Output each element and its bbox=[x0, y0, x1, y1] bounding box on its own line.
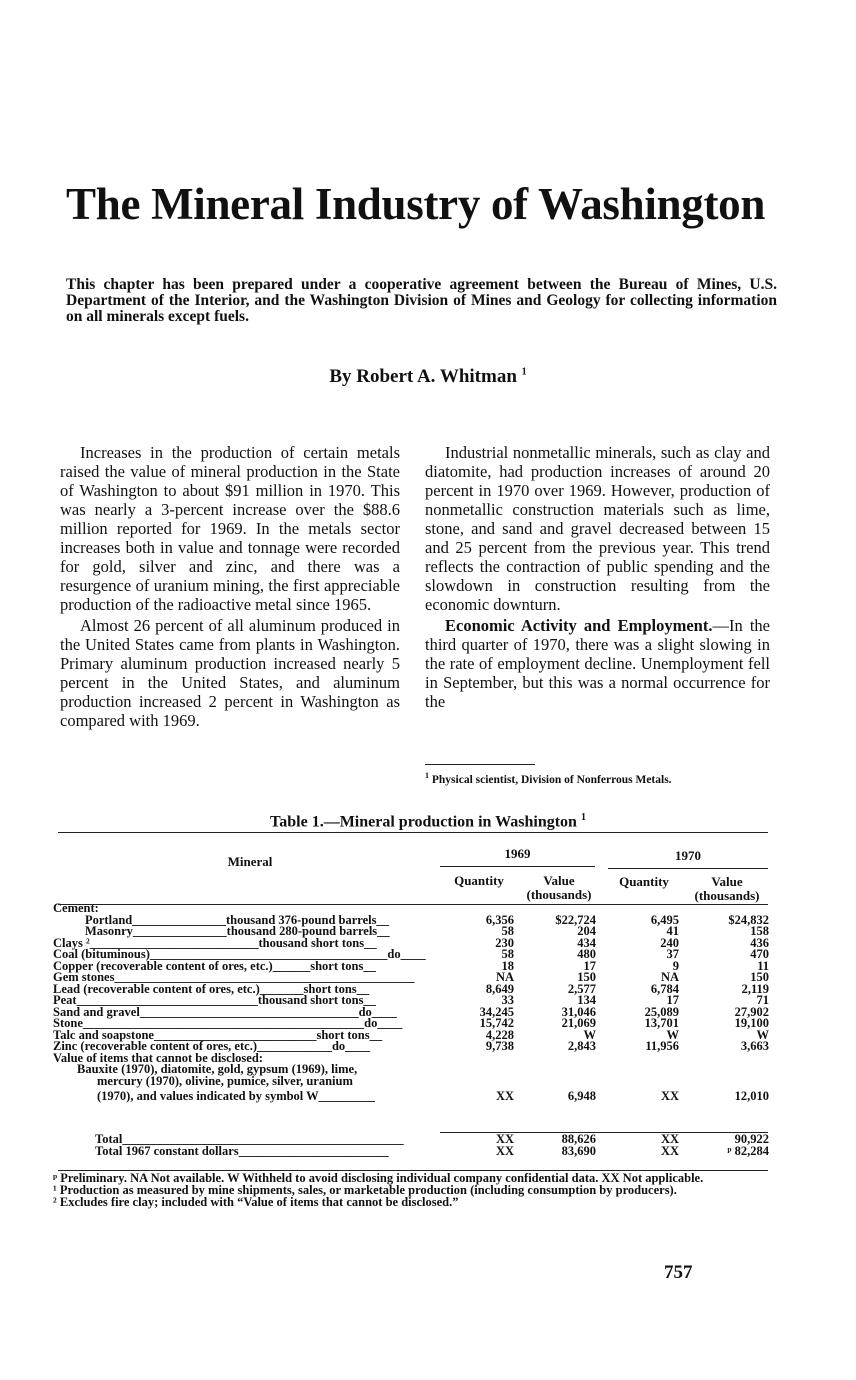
row-label: Copper (recoverable content of ores, etc.)______short tons__ bbox=[53, 958, 376, 973]
cell-v70: W bbox=[756, 1027, 769, 1042]
cell-v69: $22,724 bbox=[555, 912, 596, 927]
left-column bbox=[60, 443, 400, 730]
header-value-unit: (thousands) bbox=[526, 887, 592, 902]
cell-v70: 27,902 bbox=[734, 1004, 769, 1019]
table-title bbox=[0, 812, 856, 831]
row-label: Portland_______________thousand 376-pound barrels__ bbox=[85, 912, 389, 927]
cell-v70: 11 bbox=[757, 958, 769, 973]
footnote-text: Physical scientist, Division of Nonferrous Metals. bbox=[431, 773, 672, 786]
paragraph: Almost 26 percent of all aluminum produced in the United States came from plants in Washington. Primary aluminum production increased nearly 5 percent in the United States, and aluminum production increased 2 percent in Washington as compared with 1969. bbox=[60, 616, 400, 730]
cell-q69: 6,356 bbox=[485, 912, 514, 927]
table-notes bbox=[53, 1172, 769, 1208]
footnote-marker: 1 bbox=[521, 366, 527, 378]
cell-v69: 2,843 bbox=[567, 1039, 596, 1053]
cell-q69: 33 bbox=[501, 993, 514, 1007]
right-column bbox=[425, 443, 770, 711]
cell-v70: 90,922 bbox=[734, 1132, 769, 1146]
footnote bbox=[425, 769, 770, 787]
cell-q70: XX bbox=[660, 1132, 679, 1146]
cell-v69: 6,948 bbox=[567, 1089, 596, 1103]
totals-block bbox=[53, 1134, 769, 1157]
cell-q69: 4,228 bbox=[485, 1027, 514, 1042]
cell-q69: 8,649 bbox=[485, 981, 514, 996]
cell-v70: 150 bbox=[750, 970, 769, 984]
cell-v69: 434 bbox=[577, 935, 596, 950]
cell-v69: 21,069 bbox=[561, 1016, 596, 1030]
row-label: Bauxite (1970), diatomite, gold, gypsum (1969), lime, bbox=[77, 1062, 358, 1076]
cell-q70: 25,089 bbox=[644, 1004, 679, 1019]
row-label: Total 1967 constant dollars________________________ bbox=[95, 1143, 389, 1158]
cell-v69: 134 bbox=[577, 993, 596, 1007]
cell-q70: 41 bbox=[666, 924, 679, 938]
cell-v69: 88,626 bbox=[561, 1132, 596, 1146]
cell-v70: 19,100 bbox=[734, 1016, 769, 1030]
row-label: Cement: bbox=[53, 901, 99, 915]
chapter-title: The Mineral Industry of Washington bbox=[66, 179, 766, 229]
cell-v69: W bbox=[583, 1027, 596, 1042]
chapter-intro: This chapter has been prepared under a cooperative agreement between the Bureau of Mines, U.S. Department of the Interior, and the Washington Division of Mines and Geology for collecting information on all minerals except fuels. bbox=[66, 276, 777, 325]
header-value-1970 bbox=[685, 875, 769, 903]
header-quantity-1970: Quantity bbox=[619, 874, 669, 889]
page-number: 757 bbox=[664, 1262, 693, 1283]
row-label: mercury (1970), olivine, pumice, silver, uranium bbox=[97, 1073, 353, 1088]
cell-v70: $24,832 bbox=[728, 912, 769, 927]
total-row bbox=[53, 1143, 769, 1158]
cell-v69: 2,577 bbox=[567, 981, 596, 996]
footnote-marker: 1 bbox=[425, 771, 429, 780]
cell-v69: 204 bbox=[577, 924, 596, 938]
cell-v70: ᵖ 82,284 bbox=[727, 1143, 769, 1158]
table-row bbox=[53, 1091, 769, 1103]
table-note: ᵖ Preliminary. NA Not available. W Withheld to avoid disclosing individual company confidential data. XX Not applicable. bbox=[53, 1171, 704, 1185]
header-value-label: Value bbox=[543, 873, 575, 888]
cell-q69: 9,738 bbox=[485, 1039, 514, 1053]
cell-q70: NA bbox=[660, 970, 679, 984]
header-year-1969: 1969 bbox=[504, 846, 531, 861]
row-label: Gem stones________________________________________________ bbox=[53, 970, 415, 984]
paragraph: Industrial nonmetallic minerals, such as clay and diatomite, had production increases of around 20 percent in 1970 over 1969. However, production of nonmetallic construction materials such as lime, stone, and sand and gravel decreased between 15 and 25 percent from the previous year. This trend reflects the contraction of public spending and the slowdown in construction resulting from the economic downturn. bbox=[425, 443, 770, 614]
row-label: Sand and gravel___________________________________do____ bbox=[53, 1004, 397, 1019]
cell-v69: 83,690 bbox=[561, 1143, 596, 1158]
cell-q70: 37 bbox=[666, 947, 679, 961]
cell-q70: W bbox=[666, 1027, 679, 1042]
cell-q70: 9 bbox=[672, 958, 679, 973]
row-label: (1970), and values indicated by symbol W_________ bbox=[97, 1089, 375, 1103]
table-top-rule bbox=[58, 832, 768, 833]
header-value-unit: (thousands) bbox=[694, 888, 760, 903]
table-title-text: Table 1.—Mineral production in Washington bbox=[270, 813, 577, 831]
cell-v69: 17 bbox=[583, 958, 596, 973]
cell-v70: 71 bbox=[756, 993, 769, 1007]
cell-v70: 436 bbox=[750, 935, 769, 950]
section-heading: Economic Activity and Employment. bbox=[445, 616, 713, 635]
cell-q70: XX bbox=[660, 1089, 679, 1103]
footnote-rule bbox=[425, 764, 535, 765]
mineral-table bbox=[53, 903, 769, 1103]
row-label: Value of items that cannot be disclosed: bbox=[53, 1050, 263, 1065]
paragraph bbox=[425, 616, 770, 711]
cell-q69: NA bbox=[495, 970, 514, 984]
table-note: ² Excludes fire clay; included with “Value of items that cannot be disclosed.” bbox=[53, 1195, 459, 1209]
row-label: Masonry_______________thousand 280-pound barrels__ bbox=[85, 924, 390, 938]
header-year-1970: 1970 bbox=[675, 848, 701, 863]
author-name: By Robert A. Whitman bbox=[329, 366, 517, 387]
row-label: Peat_____________________________thousand short tons__ bbox=[53, 993, 376, 1007]
row-label: Total_____________________________________________ bbox=[95, 1132, 404, 1146]
row-label: Coal (bituminous)______________________________________do____ bbox=[53, 947, 426, 961]
cell-v70: 2,119 bbox=[741, 981, 769, 996]
header-quantity-1969: Quantity bbox=[454, 873, 504, 888]
byline bbox=[0, 366, 856, 388]
cell-v69: 31,046 bbox=[561, 1004, 596, 1019]
cell-q69: 58 bbox=[501, 947, 514, 961]
table-note: ¹ Production as measured by mine shipments, sales, or marketable production (including consumption by producers). bbox=[53, 1183, 677, 1197]
cell-q70: 13,701 bbox=[644, 1016, 679, 1030]
header-mineral: Mineral bbox=[227, 854, 273, 869]
total-rule bbox=[440, 1132, 768, 1133]
cell-q69: 18 bbox=[501, 958, 514, 973]
cell-q70: 17 bbox=[666, 993, 679, 1007]
header-span-rule bbox=[440, 866, 595, 867]
cell-q70: 6,495 bbox=[650, 912, 679, 927]
row-label: Stone_____________________________________________do____ bbox=[53, 1016, 403, 1030]
row-label: Talc and soapstone__________________________short tons__ bbox=[53, 1027, 383, 1042]
row-label: Clays ²___________________________thousand short tons__ bbox=[53, 935, 377, 950]
cell-v69: 150 bbox=[577, 970, 596, 984]
row-label: Zinc (recoverable content of ores, etc.)____________do____ bbox=[53, 1039, 371, 1053]
cell-q69: 230 bbox=[495, 935, 514, 950]
cell-q69: XX bbox=[495, 1089, 514, 1103]
header-value-1969 bbox=[518, 874, 600, 902]
paragraph: Increases in the production of certain metals raised the value of mineral production in the State of Washington to about $91 million in 1970. This was nearly a 3-percent increase over the $88.6 million reported for 1969. In the metals sector increases both in value and tonnage were recorded for gold, silver and zinc, and there was a resurgence of uranium mining, the first appreciable production of the radioactive metal since 1965. bbox=[60, 443, 400, 614]
cell-v69: 480 bbox=[577, 947, 596, 961]
cell-q69: XX bbox=[495, 1132, 514, 1146]
cell-q70: 6,784 bbox=[650, 981, 679, 996]
header-value-label: Value bbox=[711, 874, 743, 889]
cell-q69: 58 bbox=[501, 924, 514, 938]
cell-v70: 470 bbox=[750, 947, 769, 961]
paragraph-text: —In the third quarter of 1970, there was a slight slowing in the rate of employment decline. Unemployment fell in September, but this was a normal occurrence for the bbox=[425, 616, 771, 711]
cell-v70: 3,663 bbox=[740, 1039, 769, 1053]
cell-q69: 34,245 bbox=[479, 1004, 514, 1019]
cell-q69: XX bbox=[495, 1143, 514, 1158]
row-label: Lead (recoverable content of ores, etc.)_______short tons__ bbox=[53, 981, 370, 996]
cell-v70: 158 bbox=[750, 924, 769, 938]
footnote-marker: 1 bbox=[580, 812, 586, 823]
table-row bbox=[53, 1073, 769, 1088]
cell-q70: 240 bbox=[660, 935, 679, 950]
cell-q70: XX bbox=[660, 1143, 679, 1158]
cell-q70: 11,956 bbox=[645, 1039, 679, 1053]
cell-v70: 12,010 bbox=[734, 1089, 769, 1103]
header-span-rule bbox=[608, 868, 768, 869]
cell-q69: 15,742 bbox=[479, 1016, 514, 1030]
